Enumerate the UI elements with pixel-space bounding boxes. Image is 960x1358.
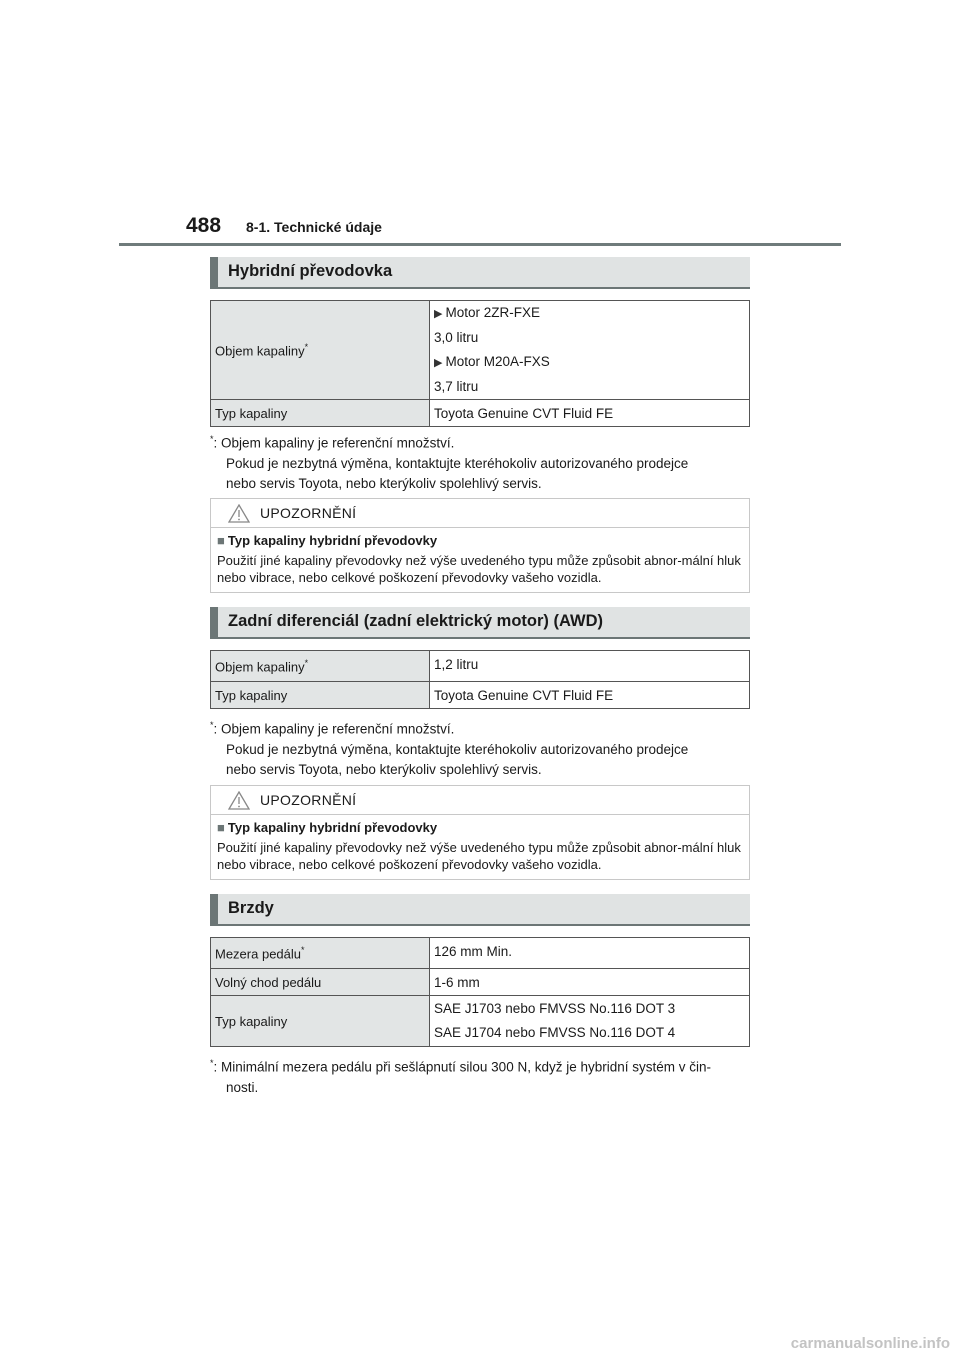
table-row bbox=[211, 969, 750, 996]
brakes-table bbox=[210, 937, 750, 1047]
square-bullet-icon: ■ bbox=[217, 820, 225, 835]
warning-subtitle: ■ Typ kapaliny hybridní převodovky bbox=[217, 820, 438, 835]
table-row bbox=[211, 400, 750, 427]
section-title-text: Zadní diferenciál (zadní elektrický motor) (AWD) bbox=[228, 612, 603, 630]
table-key-cell: Objem kapaliny* bbox=[211, 301, 430, 400]
square-bullet-icon: ■ bbox=[217, 533, 225, 548]
table-key-cell: Volný chod pedálu bbox=[211, 969, 430, 996]
table-row bbox=[211, 996, 750, 1047]
table-row bbox=[211, 301, 750, 400]
page-number: 488 bbox=[186, 214, 222, 237]
warning-body bbox=[211, 815, 749, 879]
warning-title: UPOZORNĚNÍ bbox=[260, 505, 357, 521]
warning-header bbox=[211, 499, 749, 528]
triangle-bullet-icon: ▶ bbox=[434, 357, 443, 369]
section-title-brakes bbox=[210, 894, 750, 926]
chapter-title: 8-1. Technické údaje bbox=[246, 219, 382, 235]
table-value-cell: 126 mm Min. bbox=[430, 938, 750, 969]
rear-differential-table bbox=[210, 650, 750, 709]
table-value-cell: Toyota Genuine CVT Fluid FE bbox=[430, 400, 750, 427]
table-key-cell: Typ kapaliny bbox=[211, 996, 430, 1047]
table-value-cell: Toyota Genuine CVT Fluid FE bbox=[430, 682, 750, 709]
triangle-bullet-icon: ▶ bbox=[434, 308, 443, 320]
warning-subtitle: ■ Typ kapaliny hybridní převodovky bbox=[217, 533, 438, 548]
table-value-cell: 1,2 litru bbox=[430, 651, 750, 682]
table-value-cell: 1-6 mm bbox=[430, 969, 750, 996]
section-title-text: Hybridní převodovka bbox=[228, 262, 393, 280]
warning-triangle-icon bbox=[228, 504, 250, 523]
table-key-cell: Typ kapaliny bbox=[211, 400, 430, 427]
hybrid-transmission-table bbox=[210, 300, 750, 427]
table-row bbox=[211, 651, 750, 682]
table-value-cell: SAE J1703 nebo FMVSS No.116 DOT 3 SAE J1704 nebo FMVSS No.116 DOT 4 bbox=[430, 996, 750, 1047]
warning-triangle-icon bbox=[228, 791, 250, 810]
watermark: carmanualsonline.info bbox=[790, 1335, 950, 1352]
warning-header bbox=[211, 786, 749, 815]
section-title-rear-differential bbox=[210, 607, 750, 639]
table-key-cell: Objem kapaliny* bbox=[211, 651, 430, 682]
warning-box bbox=[210, 785, 750, 880]
table-key-cell: Typ kapaliny bbox=[211, 682, 430, 709]
warning-title: UPOZORNĚNÍ bbox=[260, 792, 357, 808]
warning-box bbox=[210, 498, 750, 593]
section-title-hybrid-transmission bbox=[210, 257, 750, 289]
footnote: *: Minimální mezera pedálu při sešlápnutí silou 300 N, když je hybridní systém v čin- nosti. bbox=[210, 1058, 712, 1095]
warning-text: Použití jiné kapaliny převodovky než výše uvedeného typu může způsobit abnor-mální hluk nebo vibrace, nebo celkové poškození převodovky vašeho vozidla. bbox=[217, 553, 741, 585]
warning-body bbox=[211, 528, 749, 592]
header-rule bbox=[119, 243, 841, 246]
warning-text: Použití jiné kapaliny převodovky než výše uvedeného typu může způsobit abnor-mální hluk nebo vibrace, nebo celkové poškození převodovky vašeho vozidla. bbox=[217, 840, 741, 872]
table-row bbox=[211, 938, 750, 969]
footnote: *: Objem kapaliny je referenční množství. Pokud je nezbytná výměna, kontaktujte kteréhokoliv autorizovaného prodejce nebo servis Toyota, nebo kterýkoliv spolehlivý servis. bbox=[210, 434, 689, 491]
table-value-cell: ▶ Motor 2ZR-FXE 3,0 litru ▶ Motor M20A-FXS 3,7 litru bbox=[430, 301, 750, 400]
section-title-text: Brzdy bbox=[228, 899, 274, 917]
table-row bbox=[211, 682, 750, 709]
table-key-cell: Mezera pedálu* bbox=[211, 938, 430, 969]
footnote: *: Objem kapaliny je referenční množství. Pokud je nezbytná výměna, kontaktujte kteréhokoliv autorizovaného prodejce nebo servis Toyota, nebo kterýkoliv spolehlivý servis. bbox=[210, 720, 689, 777]
